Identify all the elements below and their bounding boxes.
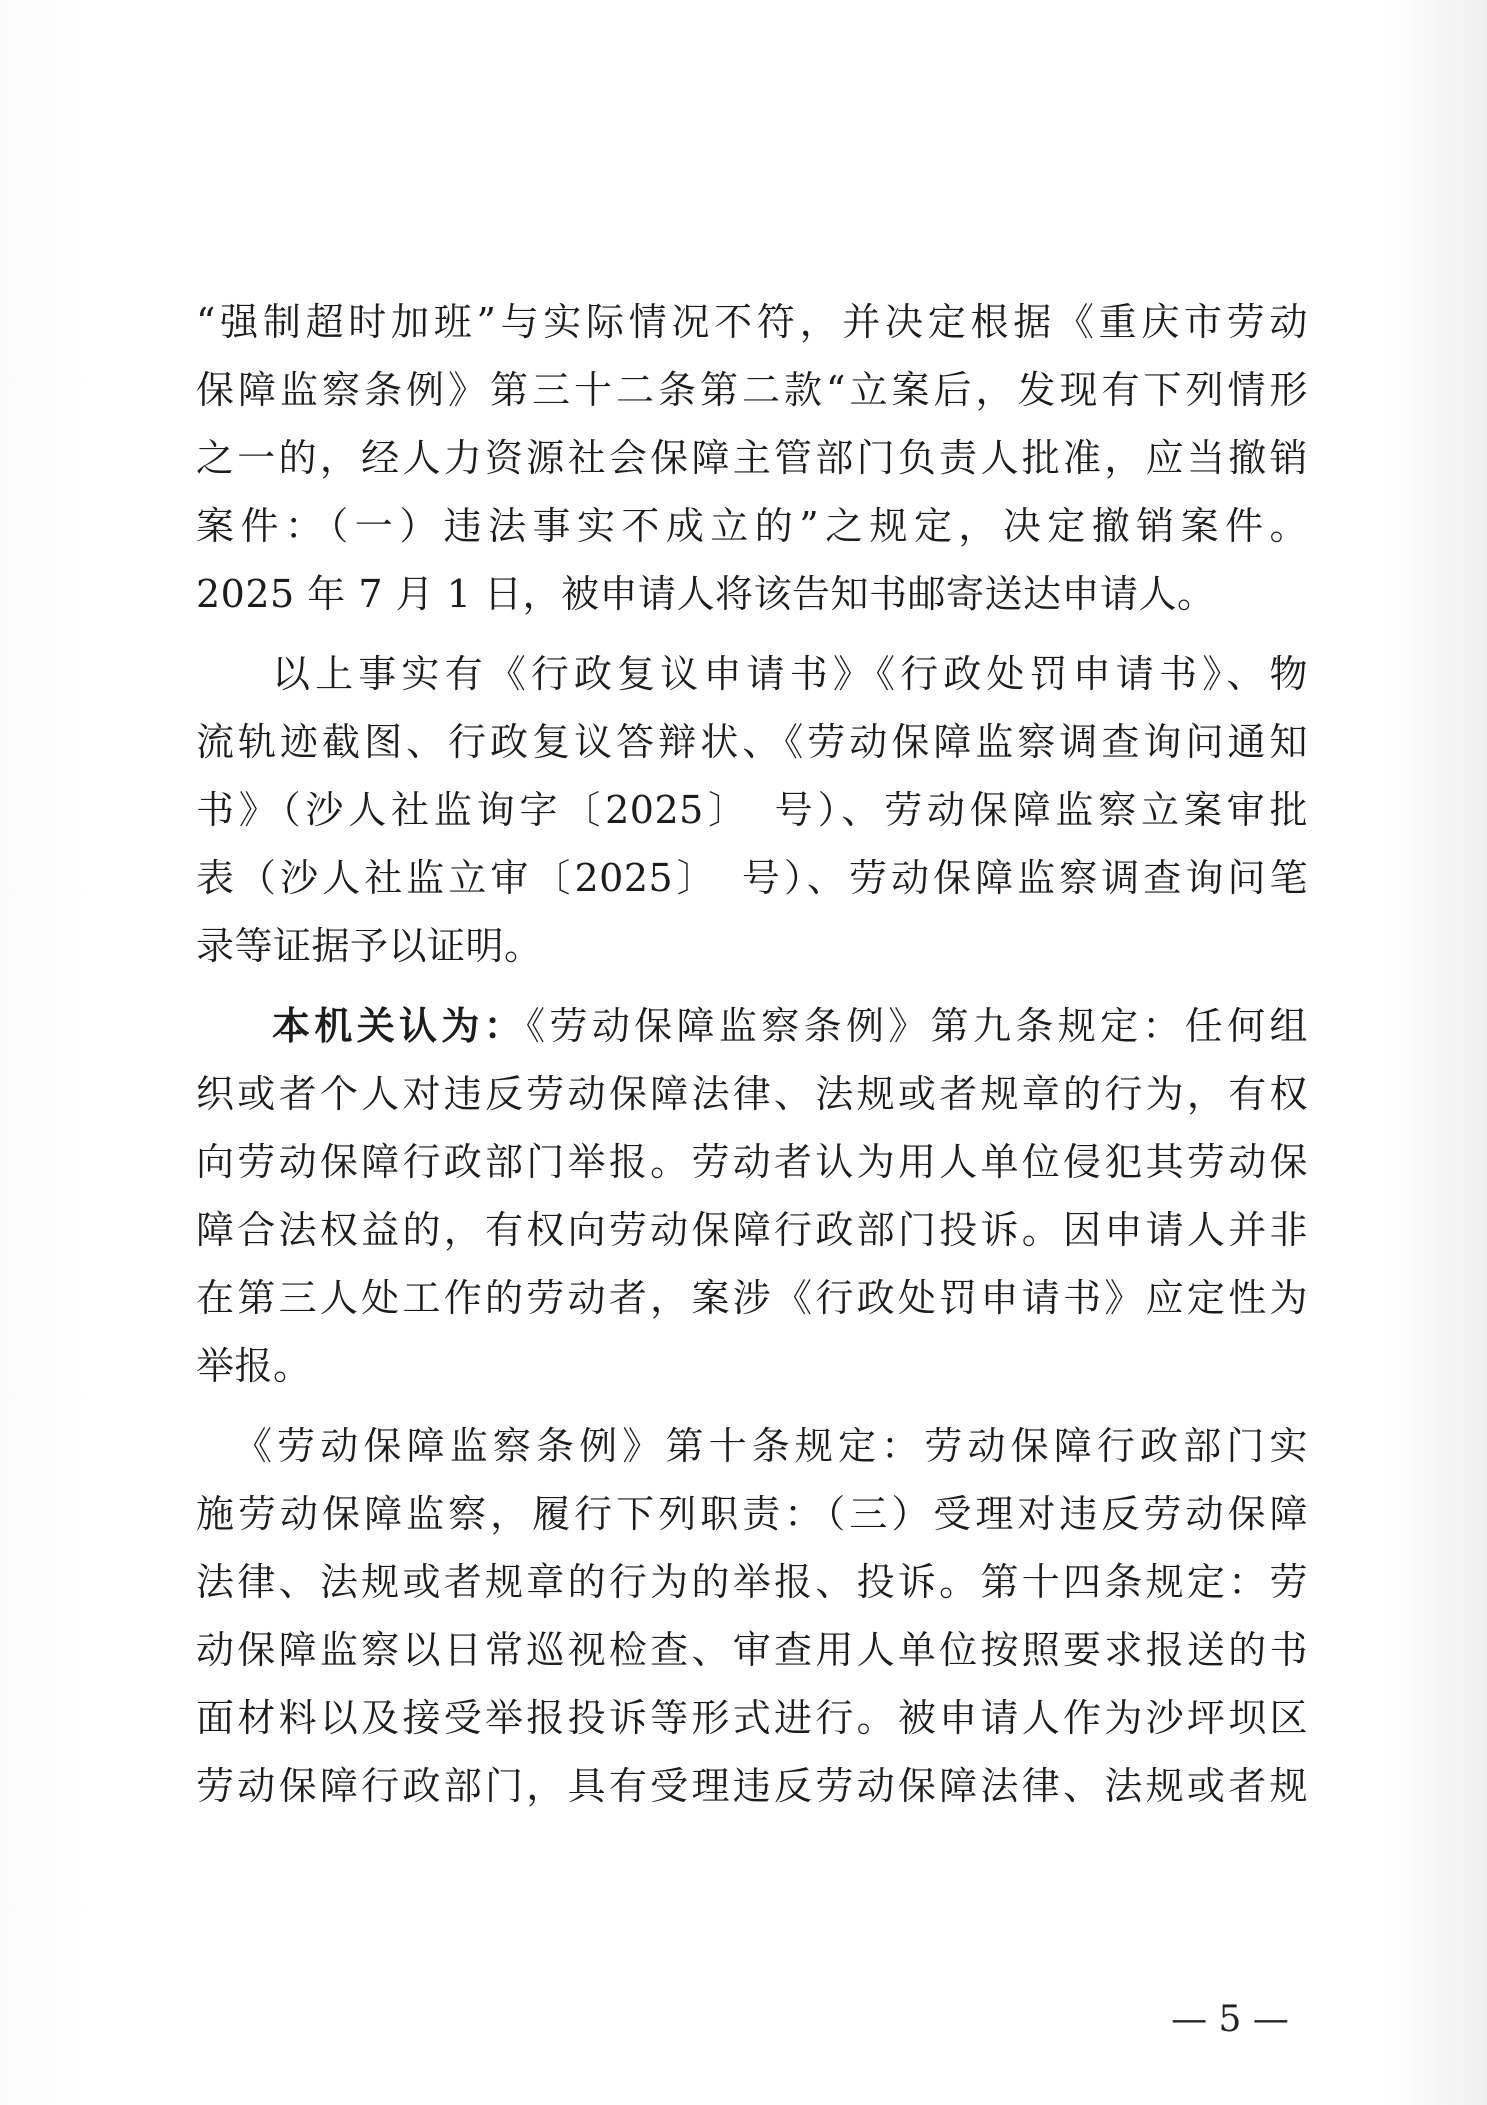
text-line: 以上事实有《行政复议申请书》《行政处罚申请书》、物: [272, 652, 1308, 696]
text-line: 施劳动保障监察，履行下列职责：（三）受理对违反劳动保障: [196, 1492, 1308, 1536]
text-line: 在第三人处工作的劳动者，案涉《行政处罚申请书》应定性为: [196, 1276, 1308, 1320]
opinion-lead-rest: 《劳动保障监察条例》第九条规定：任何组: [526, 1004, 1308, 1048]
text-line: “强制超时加班”与实际情况不符，并决定根据《重庆市劳动: [196, 300, 1308, 344]
text-line: 表（沙人社监立审〔2025〕 号）、劳动保障监察调查询问笔: [196, 856, 1308, 900]
text-line: 法律、法规或者规章的行为的举报、投诉。第十四条规定：劳: [196, 1560, 1308, 1604]
document-body: [196, 288, 1308, 1820]
text-line: 向劳动保障行政部门举报。劳动者认为用人单位侵犯其劳动保: [196, 1140, 1308, 1184]
page-number: — 5 —: [1171, 1999, 1289, 2040]
text-line: 保障监察条例》第三十二条第二款“立案后，发现有下列情形: [196, 368, 1308, 412]
opinion-first-line: [196, 992, 1308, 1060]
opinion-lead: 本机关认为：: [272, 1004, 527, 1048]
text-line: 案件：（一）违法事实不成立的”之规定，决定撤销案件。: [196, 504, 1308, 548]
scan-edge-shadow: [1380, 0, 1487, 2105]
text-line: 举报。: [196, 1344, 312, 1388]
text-line: 录等证据予以证明。: [196, 924, 543, 968]
text-line: 2025 年 7 月 1 日，被申请人将该告知书邮寄送达申请人。: [196, 572, 1216, 616]
text-line: 书》（沙人社监询字〔2025〕 号）、劳动保障监察立案审批: [196, 788, 1308, 832]
text-line: 障合法权益的，有权向劳动保障行政部门投诉。因申请人并非: [196, 1208, 1308, 1252]
text-line: 织或者个人对违反劳动保障法律、法规或者规章的行为，有权: [196, 1072, 1308, 1116]
text-line: 之一的，经人力资源社会保障主管部门负责人批准，应当撤销: [196, 436, 1308, 480]
text-line: 动保障监察以日常巡视检查、审查用人单位按照要求报送的书: [196, 1628, 1308, 1672]
text-line: 劳动保障行政部门，具有受理违反劳动保障法律、法规或者规: [196, 1764, 1308, 1808]
text-line: 面材料以及接受举报投诉等形式进行。被申请人作为沙坪坝区: [196, 1696, 1308, 1740]
text-line: 流轨迹截图、行政复议答辩状、《劳动保障监察调查询问通知: [196, 720, 1308, 764]
text-line: 《劳动保障监察条例》第十条规定：劳动保障行政部门实: [234, 1424, 1308, 1468]
